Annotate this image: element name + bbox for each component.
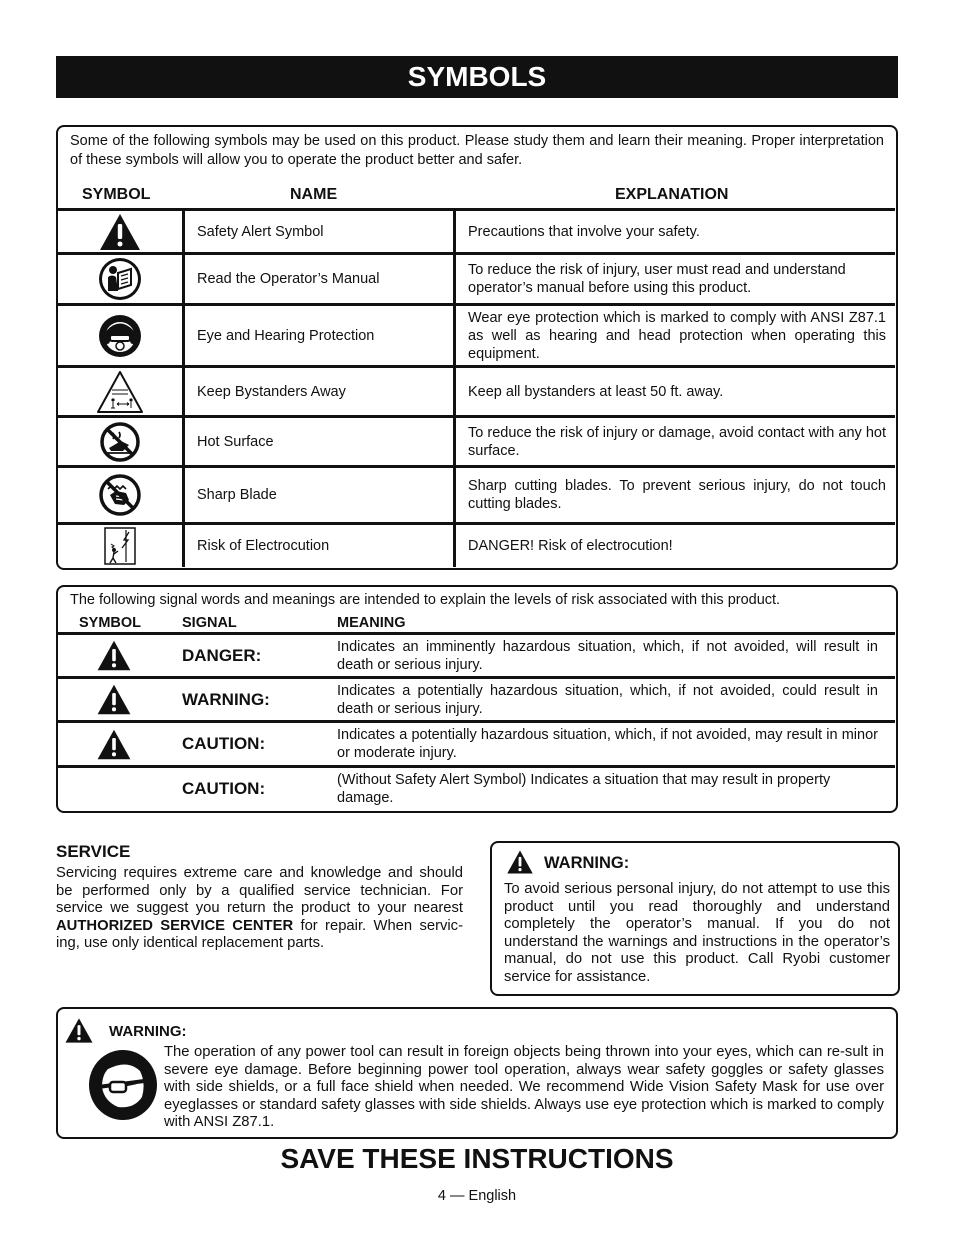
signal-meaning: Indicates a potentially hazardous situation, which, if not avoided, could result in death or serious injury. <box>337 682 878 717</box>
signal-word: CAUTION: <box>182 734 266 753</box>
save-instructions-title: SAVE THESE INSTRUCTIONS <box>280 1143 674 1174</box>
authorized-service-center: AUTHORIZED SERVICE CENTER <box>56 917 294 934</box>
col-divider <box>182 208 185 567</box>
service-text <box>56 865 463 953</box>
signal-meaning: (Without Safety Alert Symbol) Indicates a situation that may result in property damage. <box>337 772 831 806</box>
symbol-cell <box>58 468 182 522</box>
col-header-name: NAME <box>290 186 338 203</box>
electrocution-icon <box>102 526 138 566</box>
warning-text: To avoid serious personal injury, do not attempt to use this product until you read thoroughly and understand completely the operator’s manual. If you do not understand the warnings and instructions in the operator’s manual, do not use this product. Call Ryobi customer service for assistance. <box>504 881 890 985</box>
safety-alert-icon <box>96 639 132 672</box>
page-number: 4 — English <box>437 1188 517 1204</box>
signal-word: CAUTION: <box>182 779 266 798</box>
page-title: SYMBOLS <box>56 56 898 98</box>
safety-alert-icon <box>98 212 142 252</box>
col-header-explanation: EXPLANATION <box>615 186 729 203</box>
hot-surface-icon <box>99 421 141 463</box>
signal-symbol-cell <box>58 723 170 765</box>
col-header-symbol: SYMBOL <box>82 186 151 203</box>
signal-meaning: Indicates an imminently hazardous situation, which, if not avoided, will result in death or serious injury. <box>337 638 878 673</box>
warning-text: The operation of any power tool can result in foreign objects being thrown into your eyes, which can re-sult in severe eye damage. Before beginning power tool operation, always wear safety goggles or safety glasses with side shields, or a full face shield when needed. We recommend Wide Vision Safety Mask for use over eyeglasses or standard safety glasses with side shields. Always use eye protection which is marked to comply with ANSI Z87.1. <box>164 1044 884 1130</box>
symbol-explanation: DANGER! Risk of electrocution! <box>468 538 673 554</box>
warning-box-manual <box>490 841 900 996</box>
sharp-blade-icon <box>98 473 142 517</box>
symbols-table-box <box>56 125 898 570</box>
symbol-name: Safety Alert Symbol <box>197 223 324 240</box>
warning-heading: WARNING: <box>544 854 630 872</box>
service-text-part: Servicing requires extreme care and knowledge and should be performed only by a qualified service technician. For service we suggest you return the product to your nearest <box>56 865 463 916</box>
signal-word: DANGER: <box>182 645 262 665</box>
signal-words-box <box>56 585 898 813</box>
symbol-explanation: Precautions that involve your safety. <box>468 223 700 240</box>
symbol-cell <box>58 255 182 303</box>
col-header-signal: SIGNAL <box>182 615 237 631</box>
symbol-cell <box>58 368 182 415</box>
col-header-meaning: MEANING <box>337 615 406 631</box>
symbol-explanation: Sharp cutting blades. To prevent serious injury, do not touch cutting blades. <box>468 478 886 512</box>
signal-symbol-cell <box>58 635 170 676</box>
signal-symbol-cell <box>58 679 170 720</box>
symbol-cell <box>58 525 182 567</box>
safety-alert-icon <box>96 728 132 761</box>
symbol-explanation: Keep all bystanders at least 50 ft. away. <box>468 383 724 400</box>
keep-bystanders-away-icon <box>96 370 144 414</box>
col-divider <box>453 208 456 567</box>
service-text-part: for repair. When servic-ing, use only identical replacement parts. <box>56 917 464 951</box>
symbol-explanation: Wear eye protection which is marked to comply with ANSI Z87.1 as well as hearing and head protection when operating this equipment. <box>468 309 886 362</box>
symbol-name: Eye and Hearing Protection <box>197 327 375 344</box>
symbol-cell <box>58 211 182 252</box>
signal-word: WARNING: <box>182 689 270 709</box>
symbol-explanation: To reduce the risk of injury or damage, avoid contact with any hot surface. <box>468 424 886 459</box>
service-heading: SERVICE <box>56 842 131 861</box>
safety-alert-icon <box>96 683 132 716</box>
symbols-intro: Some of the following symbols may be used on this product. Please study them and learn their meaning. Proper interpretation of these symbols will allow you to operate the product better and safer. <box>70 133 884 168</box>
eye-hearing-protection-icon <box>98 314 142 358</box>
symbol-explanation: To reduce the risk of injury, user must read and understand operator’s manual before using this product. <box>468 262 846 296</box>
symbol-name: Hot Surface <box>197 433 274 450</box>
safety-alert-icon <box>64 1017 94 1044</box>
symbol-name: Keep Bystanders Away <box>197 383 346 400</box>
signal-intro: The following signal words and meanings are intended to explain the levels of risk associated with this product. <box>70 592 781 608</box>
signal-meaning: Indicates a potentially hazardous situation, which, if not avoided, may result in minor or moderate injury. <box>337 727 878 761</box>
symbol-name: Read the Operator’s Manual <box>197 271 380 287</box>
read-manual-icon <box>98 257 142 301</box>
symbol-name: Risk of Electrocution <box>197 538 330 554</box>
col-header-symbol: SYMBOL <box>79 615 142 631</box>
warning-heading: WARNING: <box>109 1023 187 1040</box>
symbol-cell <box>58 418 182 465</box>
safety-glasses-icon <box>88 1049 158 1121</box>
warning-box-eye <box>56 1007 898 1139</box>
symbol-cell <box>58 306 182 365</box>
safety-alert-icon <box>506 849 534 875</box>
symbol-name: Sharp Blade <box>197 487 277 503</box>
